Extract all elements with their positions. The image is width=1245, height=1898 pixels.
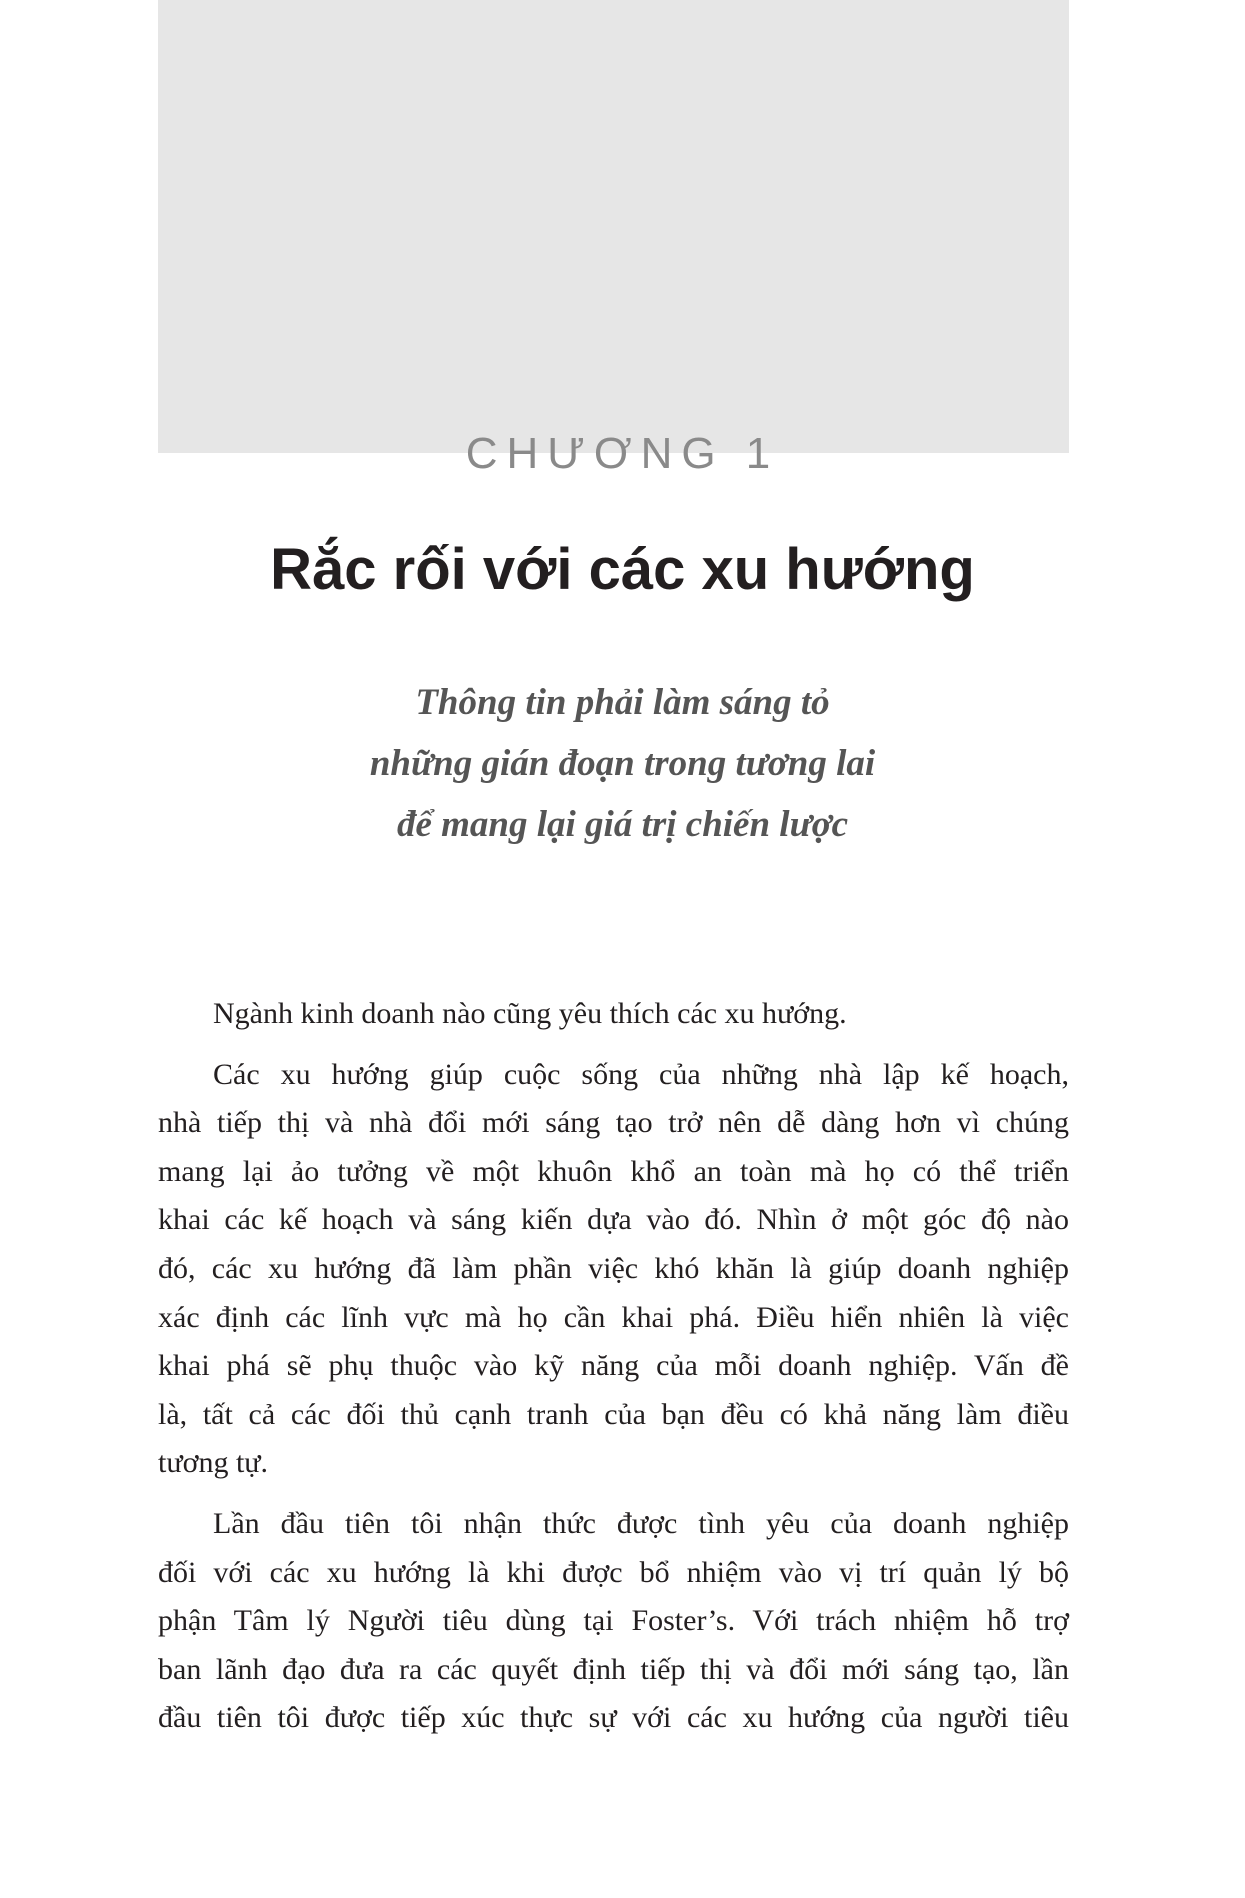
paragraph (158, 1051, 1069, 1488)
chapter-label: CHƯƠNG 1 (465, 429, 780, 478)
chapter-banner (158, 0, 1069, 453)
subtitle-line: những gián đoạn trong tương lai (369, 743, 876, 784)
body-text (158, 990, 1069, 1743)
paragraph (158, 990, 1069, 1039)
subtitle-line: Thông tin phải làm sáng tỏ (415, 682, 830, 723)
text-line: xác định các lĩnh vực mà họ cần khai phá. Điều hiển nhiên là việc (158, 1300, 1069, 1334)
chapter-title: Rắc rối với các xu hướng (270, 537, 975, 602)
text-line: mang lại ảo tưởng về một khuôn khổ an toàn mà họ có thể triển (158, 1154, 1069, 1188)
text-line: là, tất cả các đối thủ cạnh tranh của bạn đều có khả năng làm điều (158, 1397, 1069, 1431)
text-line: nhà tiếp thị và nhà đổi mới sáng tạo trở nên dễ dàng hơn vì chúng (158, 1106, 1069, 1140)
text-line: đầu tiên tôi được tiếp xúc thực sự với các xu hướng của người tiêu (158, 1701, 1069, 1735)
subtitle-line: để mang lại giá trị chiến lược (396, 804, 849, 845)
paragraph (158, 1500, 1069, 1743)
chapter-subtitle (0, 672, 1245, 855)
text-line: Ngành kinh doanh nào cũng yêu thích các xu hướng. (213, 997, 847, 1030)
text-line: phận Tâm lý Người tiêu dùng tại Foster’s. Với trách nhiệm hỗ trợ (158, 1604, 1069, 1638)
text-line: Lần đầu tiên tôi nhận thức được tình yêu của doanh nghiệp (213, 1506, 1069, 1540)
text-line: đối với các xu hướng là khi được bổ nhiệm vào vị trí quản lý bộ (158, 1555, 1069, 1589)
text-line: đó, các xu hướng đã làm phần việc khó khăn là giúp doanh nghiệp (158, 1251, 1069, 1285)
text-line: ban lãnh đạo đưa ra các quyết định tiếp thị và đổi mới sáng tạo, lần (158, 1652, 1069, 1686)
text-line: khai các kế hoạch và sáng kiến dựa vào đó. Nhìn ở một góc độ nào (158, 1203, 1069, 1237)
text-line: khai phá sẽ phụ thuộc vào kỹ năng của mỗi doanh nghiệp. Vấn đề (158, 1349, 1069, 1383)
text-line: Các xu hướng giúp cuộc sống của những nhà lập kế hoạch, (213, 1057, 1069, 1091)
text-line: tương tự. (158, 1446, 269, 1480)
